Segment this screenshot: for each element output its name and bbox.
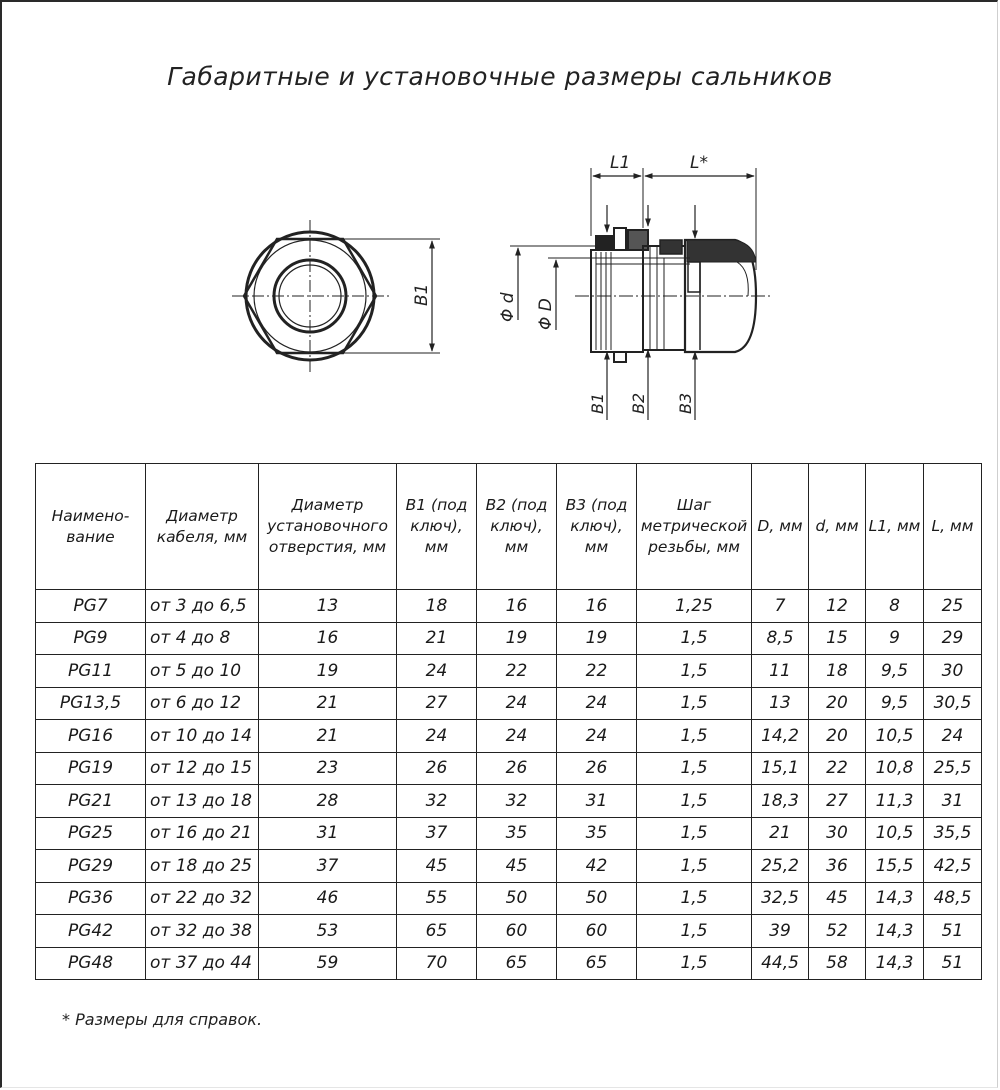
table-cell: PG9 xyxy=(36,622,146,655)
header-b2: B2 (под ключ), мм xyxy=(477,464,557,590)
table-cell: 14,3 xyxy=(866,947,924,980)
table-row xyxy=(36,850,982,883)
table-cell: 27 xyxy=(809,785,866,818)
table-cell: 16 xyxy=(259,622,397,655)
table-cell: 18 xyxy=(809,655,866,688)
table-cell: 11 xyxy=(752,655,809,688)
front-view xyxy=(232,220,440,372)
header-b3: B3 (под ключ), мм xyxy=(557,464,637,590)
table-cell: PG42 xyxy=(36,915,146,948)
table-cell: 25 xyxy=(924,590,982,623)
table-cell: 10,8 xyxy=(866,752,924,785)
table-cell: 27 xyxy=(397,687,477,720)
table-cell: 28 xyxy=(259,785,397,818)
table-cell: 24 xyxy=(924,720,982,753)
header-hole-diameter: Диаметр установочного отверстия, мм xyxy=(259,464,397,590)
table-cell: 35 xyxy=(477,817,557,850)
side-view xyxy=(510,168,772,420)
table-cell: PG25 xyxy=(36,817,146,850)
table-cell: 1,5 xyxy=(637,655,752,688)
table-cell: 18,3 xyxy=(752,785,809,818)
table-cell: 1,5 xyxy=(637,752,752,785)
table-cell: 21 xyxy=(397,622,477,655)
table-cell: 24 xyxy=(557,687,637,720)
table-cell: 21 xyxy=(752,817,809,850)
table-header-row xyxy=(36,464,982,590)
table-cell: 16 xyxy=(477,590,557,623)
table-cell: 22 xyxy=(557,655,637,688)
table-cell: 30 xyxy=(924,655,982,688)
table-cell: от 13 до 18 xyxy=(146,785,259,818)
table-cell: 52 xyxy=(809,915,866,948)
table-cell: 10,5 xyxy=(866,817,924,850)
table-cell: 8,5 xyxy=(752,622,809,655)
table-cell: PG29 xyxy=(36,850,146,883)
table-cell: 50 xyxy=(557,882,637,915)
table-cell: от 5 до 10 xyxy=(146,655,259,688)
table-cell: 31 xyxy=(259,817,397,850)
table-cell: 24 xyxy=(477,720,557,753)
table-cell: 37 xyxy=(397,817,477,850)
table-cell: 19 xyxy=(477,622,557,655)
table-cell: 53 xyxy=(259,915,397,948)
table-cell: 1,5 xyxy=(637,817,752,850)
table-cell: 25,2 xyxy=(752,850,809,883)
table-cell: 59 xyxy=(259,947,397,980)
table-cell: 60 xyxy=(557,915,637,948)
table-cell: 14,2 xyxy=(752,720,809,753)
table-cell: от 6 до 12 xyxy=(146,687,259,720)
table-cell: 13 xyxy=(752,687,809,720)
table-cell: 24 xyxy=(557,720,637,753)
table-cell: от 18 до 25 xyxy=(146,850,259,883)
header-name: Наимено-вание xyxy=(36,464,146,590)
table-cell: 8 xyxy=(866,590,924,623)
technical-drawing xyxy=(0,0,1000,460)
table-cell: 32 xyxy=(397,785,477,818)
label-b1-side: B1 xyxy=(588,392,607,414)
table-cell: PG48 xyxy=(36,947,146,980)
table-cell: от 32 до 38 xyxy=(146,915,259,948)
table-cell: 51 xyxy=(924,947,982,980)
table-cell: 45 xyxy=(477,850,557,883)
footnote: * Размеры для справок. xyxy=(62,1010,263,1029)
header-cable-diameter: Диаметр кабеля, мм xyxy=(146,464,259,590)
table-cell: 30 xyxy=(809,817,866,850)
table-cell: 42 xyxy=(557,850,637,883)
table-row xyxy=(36,622,982,655)
table-cell: 30,5 xyxy=(924,687,982,720)
table-cell: 9,5 xyxy=(866,655,924,688)
header-l: L, мм xyxy=(924,464,982,590)
table-cell: 14,3 xyxy=(866,915,924,948)
table-cell: 1,5 xyxy=(637,850,752,883)
table-cell: 45 xyxy=(397,850,477,883)
table-row xyxy=(36,882,982,915)
label-l-star: L* xyxy=(690,153,708,173)
dimensions-table xyxy=(35,463,982,980)
table-cell: PG19 xyxy=(36,752,146,785)
table-cell: 70 xyxy=(397,947,477,980)
table-cell: 50 xyxy=(477,882,557,915)
table-cell: 24 xyxy=(397,720,477,753)
table-cell: 51 xyxy=(924,915,982,948)
table-row xyxy=(36,785,982,818)
header-D: D, мм xyxy=(752,464,809,590)
table-cell: 58 xyxy=(809,947,866,980)
table-cell: 48,5 xyxy=(924,882,982,915)
label-b1-front: B1 xyxy=(412,283,432,306)
table-cell: 1,5 xyxy=(637,622,752,655)
table-cell: 32,5 xyxy=(752,882,809,915)
table-cell: от 10 до 14 xyxy=(146,720,259,753)
table-cell: 24 xyxy=(477,687,557,720)
table-cell: 20 xyxy=(809,687,866,720)
table-cell: 7 xyxy=(752,590,809,623)
table-cell: от 16 до 21 xyxy=(146,817,259,850)
table-cell: 1,5 xyxy=(637,947,752,980)
table-cell: 42,5 xyxy=(924,850,982,883)
table-cell: 13 xyxy=(259,590,397,623)
table-cell: 19 xyxy=(557,622,637,655)
page-title: Габаритные и установочные размеры сальников xyxy=(167,62,833,91)
table-cell: от 4 до 8 xyxy=(146,622,259,655)
table-cell: 15,1 xyxy=(752,752,809,785)
table-cell: 21 xyxy=(259,687,397,720)
table-row xyxy=(36,720,982,753)
table-cell: 26 xyxy=(397,752,477,785)
table-cell: 46 xyxy=(259,882,397,915)
table-cell: 1,5 xyxy=(637,882,752,915)
table-row xyxy=(36,752,982,785)
table-cell: 15 xyxy=(809,622,866,655)
table-cell: 25,5 xyxy=(924,752,982,785)
header-b1: B1 (под ключ), мм xyxy=(397,464,477,590)
table-cell: от 3 до 6,5 xyxy=(146,590,259,623)
table-cell: 20 xyxy=(809,720,866,753)
table-cell: 31 xyxy=(924,785,982,818)
table-cell: 22 xyxy=(809,752,866,785)
table-cell: 16 xyxy=(557,590,637,623)
table-cell: 9 xyxy=(866,622,924,655)
table-cell: 1,5 xyxy=(637,785,752,818)
table-cell: 55 xyxy=(397,882,477,915)
table-cell: 26 xyxy=(477,752,557,785)
table-cell: 65 xyxy=(557,947,637,980)
table-cell: 35 xyxy=(557,817,637,850)
table-cell: 29 xyxy=(924,622,982,655)
table-cell: 26 xyxy=(557,752,637,785)
table-cell: PG13,5 xyxy=(36,687,146,720)
label-l1: L1 xyxy=(610,153,631,173)
label-b2-side: B2 xyxy=(629,392,648,414)
table-cell: 10,5 xyxy=(866,720,924,753)
table-cell: 19 xyxy=(259,655,397,688)
table-row xyxy=(36,915,982,948)
table-cell: 12 xyxy=(809,590,866,623)
table-cell: от 12 до 15 xyxy=(146,752,259,785)
header-d: d, мм xyxy=(809,464,866,590)
header-thread-pitch: Шаг метрической резьбы, мм xyxy=(637,464,752,590)
table-cell: 23 xyxy=(259,752,397,785)
table-row xyxy=(36,687,982,720)
table-row xyxy=(36,947,982,980)
table-cell: 65 xyxy=(397,915,477,948)
table-cell: 35,5 xyxy=(924,817,982,850)
table-row xyxy=(36,817,982,850)
label-b3-side: B3 xyxy=(676,392,695,414)
table-cell: 15,5 xyxy=(866,850,924,883)
table-cell: PG21 xyxy=(36,785,146,818)
table-cell: 1,5 xyxy=(637,915,752,948)
table-cell: 18 xyxy=(397,590,477,623)
table-cell: 9,5 xyxy=(866,687,924,720)
table-cell: 1,5 xyxy=(637,687,752,720)
table-cell: 45 xyxy=(809,882,866,915)
table-cell: PG36 xyxy=(36,882,146,915)
table-cell: 37 xyxy=(259,850,397,883)
table-cell: PG7 xyxy=(36,590,146,623)
table-cell: 44,5 xyxy=(752,947,809,980)
table-cell: 24 xyxy=(397,655,477,688)
table-cell: 32 xyxy=(477,785,557,818)
table-cell: PG16 xyxy=(36,720,146,753)
table-cell: 22 xyxy=(477,655,557,688)
table-body xyxy=(36,590,982,980)
header-l1: L1, мм xyxy=(866,464,924,590)
table-cell: 65 xyxy=(477,947,557,980)
table-cell: PG11 xyxy=(36,655,146,688)
table-cell: 14,3 xyxy=(866,882,924,915)
table-cell: 36 xyxy=(809,850,866,883)
table-cell: 60 xyxy=(477,915,557,948)
table-cell: от 37 до 44 xyxy=(146,947,259,980)
table-cell: 1,25 xyxy=(637,590,752,623)
table-cell: 39 xyxy=(752,915,809,948)
table-cell: 1,5 xyxy=(637,720,752,753)
table-row xyxy=(36,590,982,623)
table-cell: 31 xyxy=(557,785,637,818)
label-phi-d: Φ d xyxy=(498,292,518,322)
table-row xyxy=(36,655,982,688)
label-phi-D: Φ D xyxy=(536,298,556,330)
table-cell: 21 xyxy=(259,720,397,753)
table-cell: от 22 до 32 xyxy=(146,882,259,915)
table-cell: 11,3 xyxy=(866,785,924,818)
